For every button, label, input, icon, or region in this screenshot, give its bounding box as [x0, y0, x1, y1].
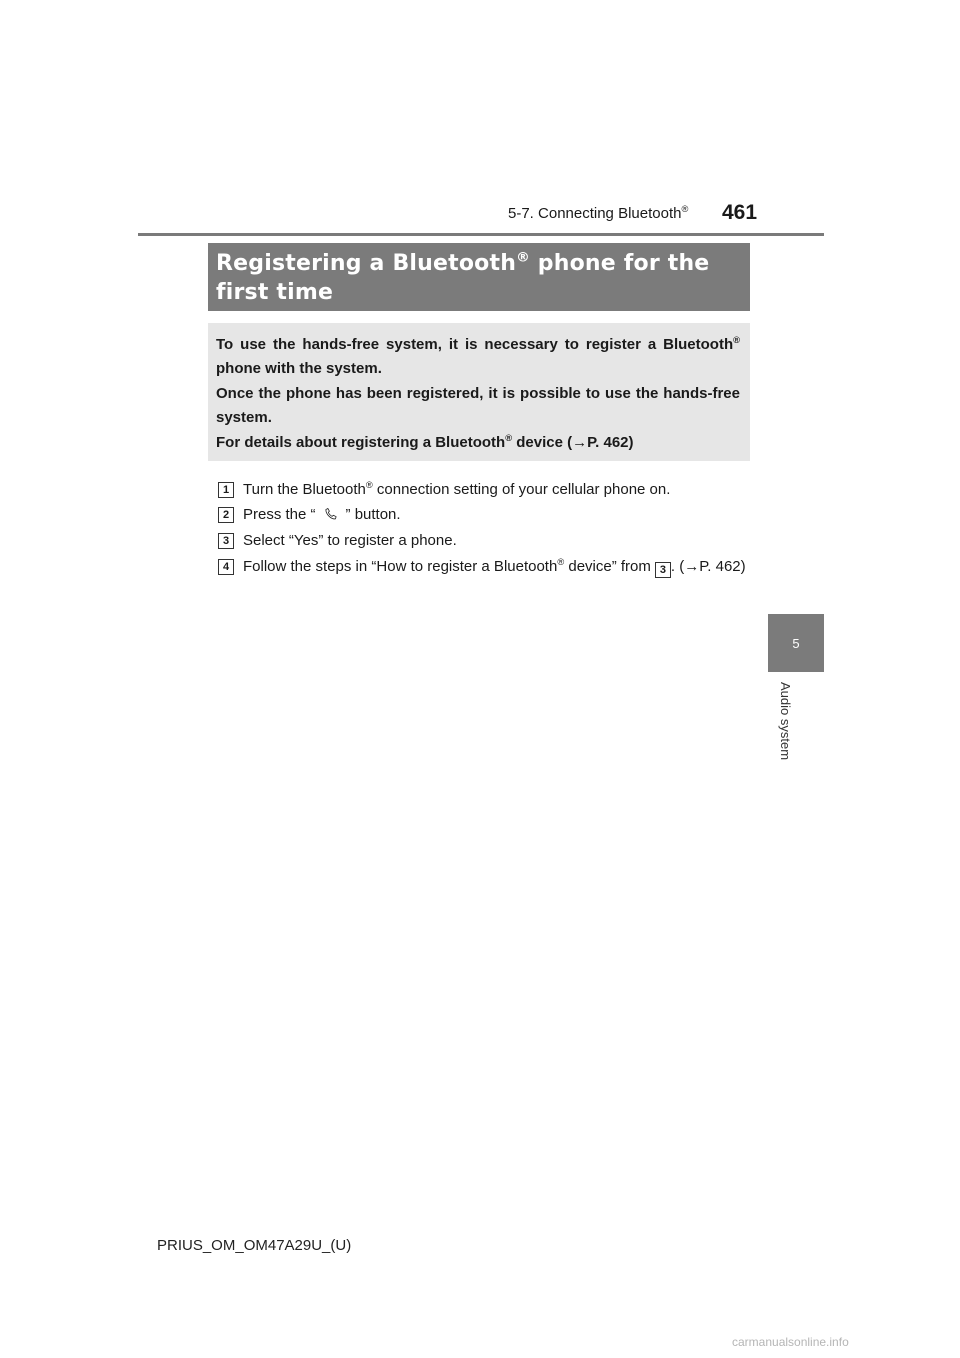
section-title: Registering a Bluetooth® phone for the first time [216, 249, 710, 305]
header-rule [138, 233, 824, 236]
chapter-tab: 5 [768, 614, 824, 672]
footer-code: PRIUS_OM_OM47A29U_(U) [157, 1237, 352, 1254]
phone-icon [324, 507, 338, 521]
intro-paragraph-1: To use the hands-free system, it is necessary to register a Bluetooth® phone with the system. [216, 335, 740, 377]
step-reference-number: 3 [655, 562, 671, 578]
intro-paragraph-3: For details about registering a Bluetooth® device (→P. 462) [216, 433, 634, 451]
step-number: 4 [218, 559, 234, 575]
step-number: 3 [218, 533, 234, 549]
watermark: carmanualsonline.info [732, 1335, 849, 1349]
step-number: 1 [218, 482, 234, 498]
step-text: Turn the Bluetooth® connection setting of your cellular phone on. [243, 480, 671, 498]
intro-paragraph-2: Once the phone has been registered, it is possible to use the hands-free system. [216, 385, 740, 426]
chapter-label: Audio system [778, 682, 793, 761]
header-section: 5-7. Connecting Bluetooth® [508, 204, 689, 222]
step-text: Press the “ ” button. [243, 506, 401, 523]
intro-box [208, 323, 750, 461]
page-number: 461 [722, 201, 758, 224]
section-title-box [208, 243, 750, 311]
step-text: Select “Yes” to register a phone. [243, 532, 457, 549]
step-number: 2 [218, 507, 234, 523]
step-text: Follow the steps in “How to register a Bluetooth® device” from 3 . (→P. 462) [243, 557, 746, 576]
